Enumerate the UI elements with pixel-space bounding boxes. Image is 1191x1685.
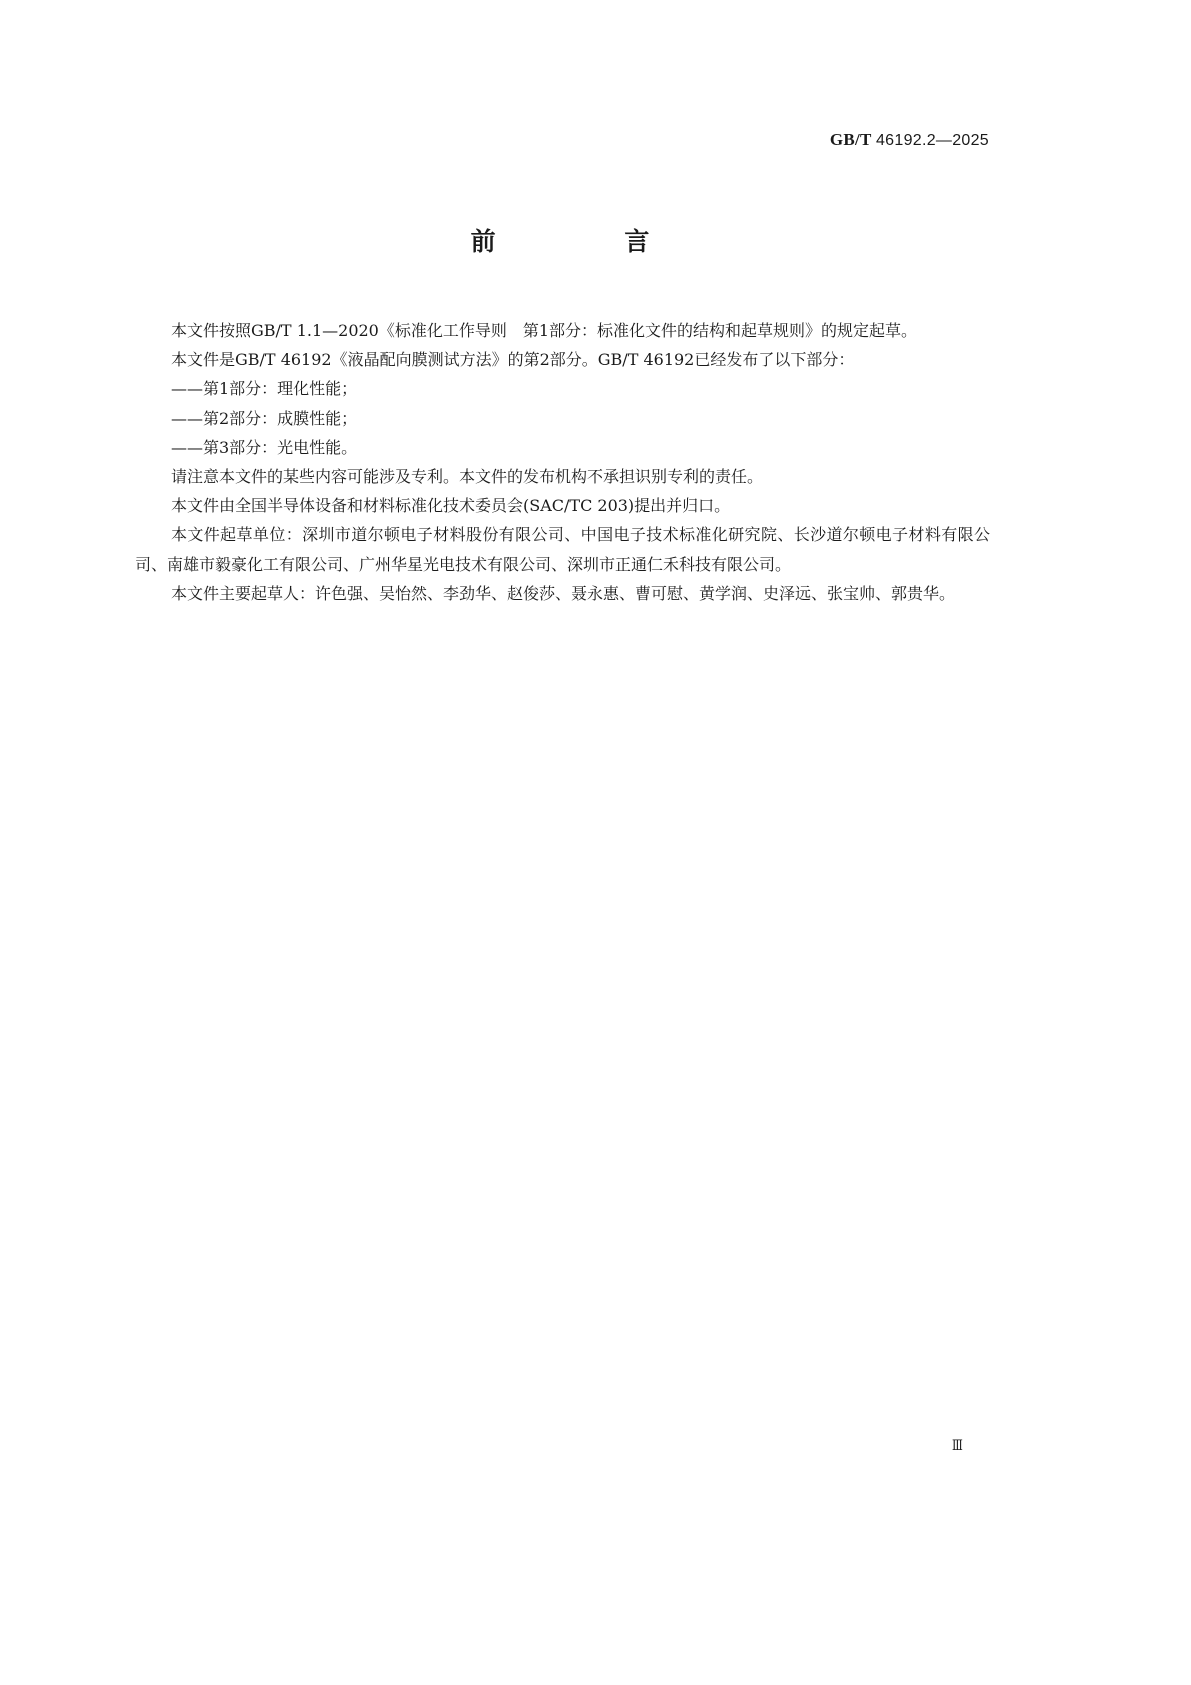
paragraph-drafting-rules: 本文件按照GB/T 1.1—2020《标准化工作导则 第1部分：标准化文件的结构和起草规则》的规定起草。 (171, 321, 918, 340)
paragraph-proposer: 本文件由全国半导体设备和材料标准化技术委员会(SAC/TC 203)提出并归口。 (171, 496, 731, 516)
paragraph-series-parts: 本文件是GB/T 46192《液晶配向膜测试方法》的第2部分。GB/T 46192已经发布了以下部分： (171, 350, 855, 370)
list-item-part-1: ——第1部分：理化性能； (171, 379, 358, 399)
list-item-part-3: ——第3部分：光电性能。 (171, 437, 358, 457)
document-number (830, 130, 989, 150)
document-prefix: GB/T (829, 130, 872, 149)
paragraph-drafters: 本文件主要起草人：许色强、吴怡然、李劲华、赵俊莎、聂永惠、曹可慰、黄学润、史泽远、张宝帅、郭贵华。 (171, 583, 956, 603)
foreword-body (135, 316, 990, 608)
list-item-part-2: ——第2部分：成膜性能； (171, 408, 358, 428)
paragraph-patent-notice: 请注意本文件的某些内容可能涉及专利。本文件的发布机构不承担识别专利的责任。 (171, 467, 764, 487)
page-title: 前 言 (470, 227, 710, 256)
paragraph-drafting-units: 本文件起草单位：深圳市道尔顿电子材料股份有限公司、中国电子技术标准化研究院、长沙道尔顿电子材料有限公司、南雄市毅豪化工有限公司、广州华星光电技术有限公司、深圳市正通仁禾科技有限公司。 (135, 525, 990, 574)
page-number: Ⅲ (952, 1439, 963, 1454)
document-code: 46192.2—2025 (875, 132, 989, 149)
